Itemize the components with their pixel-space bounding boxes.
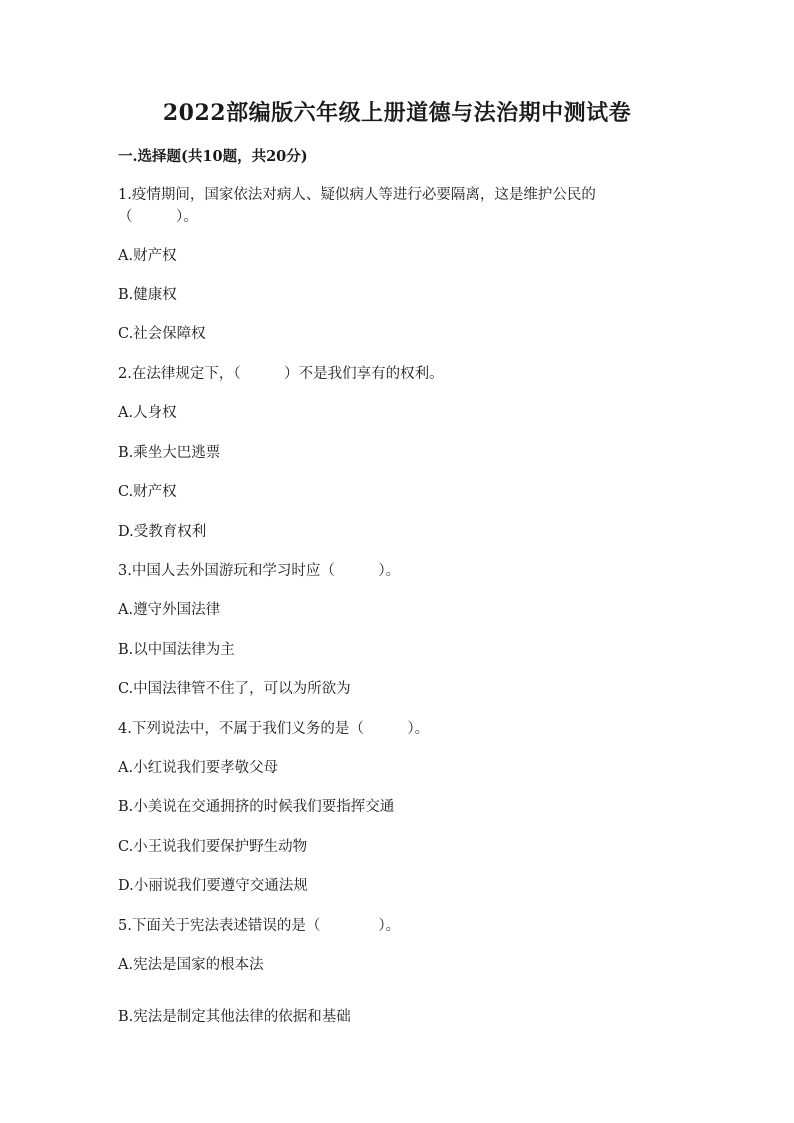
section-heading: 一.选择题(共10题，共20分) bbox=[118, 148, 308, 165]
question-1-option-b: B.健康权 bbox=[118, 287, 177, 303]
question-4-option-d: D.小丽说我们要遵守交通法规 bbox=[118, 878, 308, 894]
page-title: 2022部编版六年级上册道德与法治期中测试卷 bbox=[162, 100, 632, 126]
question-2-option-d: D.受教育权利 bbox=[118, 524, 207, 540]
question-4-option-a: A.小红说我们要孝敬父母 bbox=[118, 760, 279, 776]
question-3-option-c: C.中国法律管不住了，可以为所欲为 bbox=[118, 681, 351, 697]
question-4-option-b: B.小美说在交通拥挤的时候我们要指挥交通 bbox=[118, 799, 395, 815]
question-2-option-c: C.财产权 bbox=[118, 484, 177, 500]
question-5-option-b: B.宪法是制定其他法律的依据和基础 bbox=[118, 1009, 351, 1025]
question-5-stem: 5.下面关于宪法表述错误的是（ ）。 bbox=[118, 918, 401, 934]
question-1-option-a: A.财产权 bbox=[118, 248, 177, 264]
question-5-option-a: A.宪法是国家的根本法 bbox=[118, 957, 264, 973]
question-2-option-b: B.乘坐大巴逃票 bbox=[118, 445, 221, 461]
question-2-stem: 2.在法律规定下，（ ）不是我们享有的权利。 bbox=[118, 366, 444, 382]
question-3-stem: 3.中国人去外国游玩和学习时应（ ）。 bbox=[118, 563, 401, 579]
question-4-option-c: C.小王说我们要保护野生动物 bbox=[118, 839, 308, 855]
question-3-option-b: B.以中国法律为主 bbox=[118, 642, 235, 658]
question-2-option-a: A.人身权 bbox=[118, 405, 177, 421]
question-4-stem: 4.下列说法中，不属于我们义务的是（ ）。 bbox=[118, 721, 430, 737]
question-1-stem-line-2: （ ）。 bbox=[118, 209, 198, 225]
question-1-option-c: C.社会保障权 bbox=[118, 326, 206, 342]
question-3-option-a: A.遵守外国法律 bbox=[118, 602, 221, 618]
question-1-stem-line-1: 1.疫情期间，国家依法对病人、疑似病人等进行必要隔离，这是维护公民的 bbox=[118, 187, 596, 203]
